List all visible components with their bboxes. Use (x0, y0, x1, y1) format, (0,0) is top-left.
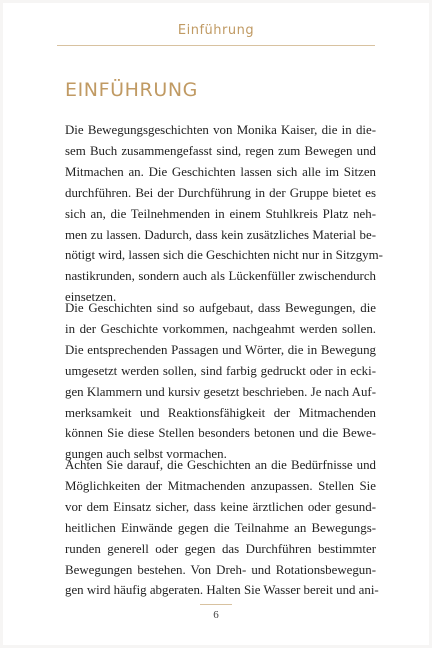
text-line: umgesetzt werden sollen, sind farbig gedruckt oder in ecki- (65, 363, 376, 378)
text-line: sem Buch zusammengefasst sind, regen zum Bewegen und (65, 143, 376, 158)
text-line: heitlichen Einwände gegen die Teilnahme an Bewegungs- (65, 520, 376, 535)
paragraph-2 (65, 298, 376, 465)
text-line: merksamkeit und Reaktionsfähigkeit der Mitmachenden (65, 405, 376, 420)
text-line: runden generell oder gegen das Durchführen bestimmter (65, 541, 376, 556)
text-line: Mitmachen an. Die Geschichten lassen sich alle im Sitzen (65, 164, 376, 179)
book-page (3, 3, 429, 645)
text-line: sich an, die Teilnehmenden in einem Stuhlkreis Platz neh- (65, 206, 376, 221)
text-line: Die Geschichten sind so aufgebaut, dass Bewegungen, die (65, 301, 376, 315)
page-number: 6 (213, 609, 219, 621)
text-line: Die Bewegungsgeschichten von Monika Kaiser, die in die- (65, 123, 376, 137)
text-line: Achten Sie darauf, die Geschichten an die Bedürfnisse und (65, 458, 376, 472)
text-line: können Sie diese Stellen besonders betonen und die Bewe- (65, 426, 376, 441)
text-line: Die entsprechenden Passagen und Wörter, die in Bewegung (65, 342, 376, 357)
text-line: gen Klammern und kursiv gesetzt beschrieben. Je nach Auf- (65, 384, 376, 399)
header-divider (57, 45, 375, 46)
footer-divider (200, 604, 232, 605)
text-line: Bewegungen bestehen. Von Dreh- und Rotationsbewegun- (65, 562, 376, 577)
text-line: gungen auch selbst vormachen. (65, 447, 227, 462)
text-line: nötigt wird, lassen sich die Geschichten nicht nur in Sitzgym- (65, 248, 383, 263)
paragraph-3 (65, 455, 379, 601)
text-line: vor dem Einsatz sicher, dass keine ärztlichen oder gesund- (65, 499, 376, 514)
text-line: Möglichkeiten der Mitmachenden anzupassen. Stellen Sie (65, 478, 376, 493)
paragraph-1 (65, 120, 383, 308)
text-line: in der Geschichte vorkommen, nachgeahmt werden sollen. (65, 321, 376, 336)
text-line: einsetzen. (65, 290, 117, 305)
running-header: Einführung (177, 23, 255, 38)
chapter-title: EINFÜHRUNG (65, 79, 198, 101)
text-line: gen wird häufig abgeraten. Halten Sie Wasser bereit und ani- (65, 583, 379, 598)
text-line: men zu lassen. Dadurch, dass kein zusätzliches Material be- (65, 227, 376, 242)
text-line: nastikrunden, sondern auch als Lückenfüller zwischendurch (65, 269, 376, 284)
text-line: durchführen. Bei der Durchführung in der Gruppe bietet es (65, 185, 376, 200)
